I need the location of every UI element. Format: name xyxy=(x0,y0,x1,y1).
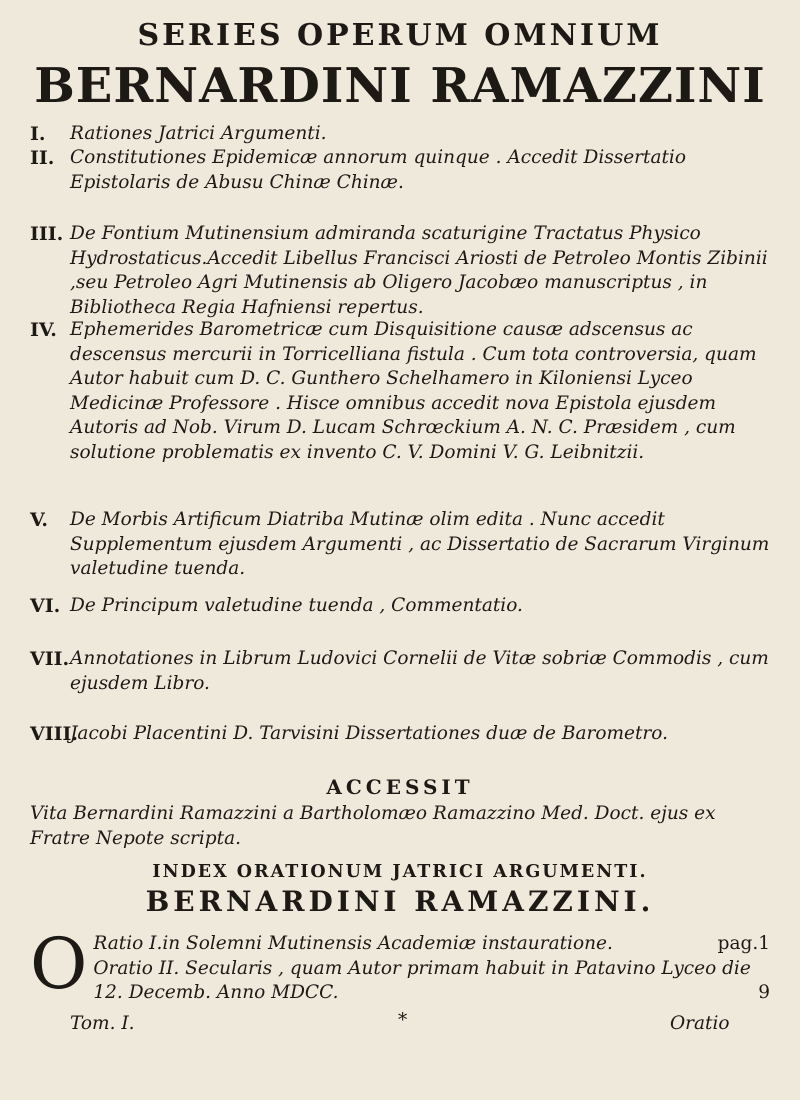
entry-text: Rationes Jatrici Argumenti. xyxy=(70,123,327,144)
entry-number: VI. xyxy=(30,595,61,617)
entry-4 xyxy=(30,318,770,465)
index-item-1 xyxy=(30,932,770,957)
entry-number: I. xyxy=(30,123,46,145)
drop-cap: O xyxy=(30,923,88,1005)
entry-5 xyxy=(30,508,770,582)
index-item-text: Ratio I.in Solemni Mutinensis Academiæ instauratione. xyxy=(93,933,613,954)
entry-number: V. xyxy=(30,509,49,531)
star-mark: * xyxy=(398,1010,408,1031)
entry-text: De Fontium Mutinensium admiranda scaturigine Tractatus Physico Hydrostaticus.Accedit Libellus Francisci Ariosti de Petroleo Montis Zibinii ,seu Petroleo Agri Mutinensis ab Oligero Jacobæo manuscriptus , in Bibliotheca Regia Hafniensi repertus. xyxy=(70,223,768,318)
entry-text: Constitutiones Epidemicæ annorum quinque . Accedit Dissertatio Epistolaris de Abusu Chinæ Chinæ. xyxy=(70,147,686,193)
index-item-2 xyxy=(30,957,770,1006)
entry-text: De Morbis Artificum Diatriba Mutinæ olim edita . Nunc accedit Supplementum ejusdem Argumenti , ac Dissertatio de Sacrarum Virginum valetudine tuenda. xyxy=(70,509,770,579)
entry-7 xyxy=(30,647,770,696)
entry-text: De Principum valetudine tuenda , Commentatio. xyxy=(70,595,523,616)
entry-number: II. xyxy=(30,147,55,169)
entry-8 xyxy=(30,722,770,747)
entry-2 xyxy=(30,146,770,195)
index-author: BERNARDINI RAMAZZINI. xyxy=(145,885,655,918)
catchword: Oratio xyxy=(670,1013,730,1034)
entry-6 xyxy=(30,594,770,619)
entry-number: IV. xyxy=(30,319,57,341)
entry-text: Ephemerides Barometricæ cum Disquisitione causæ adscensus ac descensus mercurii in Torricelliana fistula . Cum tota controversia, quam Autor habuit cum D. C. Gunthero Schelhamero in Kiloniensi Lyceo Medicinæ Professore . Hisce omnibus accedit nova Epistola ejusdem Autoris ad Nob. Virum D. Lucam Schrœckium A. N. C. Præsidem , cum solutione problematis ex invento C. V. Domini V. G. Leibnitzii. xyxy=(70,319,757,463)
entry-1 xyxy=(30,122,770,147)
author-title: BERNARDINI RAMAZZINI xyxy=(34,58,766,114)
vita-entry: Vita Bernardini Ramazzini a Bartholomæo Ramazzino Med. Doct. ejus ex Fratre Nepote scripta. xyxy=(30,803,716,849)
index-list xyxy=(30,923,770,1006)
accessit-heading: ACCESSIT xyxy=(326,775,474,799)
entry-number: III. xyxy=(30,223,64,245)
page-ref: pag.1 xyxy=(717,933,770,954)
entry-number: VIII. xyxy=(30,723,79,745)
index-title: INDEX ORATIONUM JATRICI ARGUMENTI. xyxy=(152,862,648,882)
index-item-text: Oratio II. Secularis , quam Autor primam habuit in Patavino Lyceo die 12. Decemb. Anno MDCC. xyxy=(93,957,751,1003)
series-title: SERIES OPERUM OMNIUM xyxy=(137,18,663,53)
entry-number: VII. xyxy=(30,648,70,670)
entry-text: Annotationes in Librum Ludovici Cornelii de Vitæ sobriæ Commodis , cum ejusdem Libro. xyxy=(70,648,769,694)
signature-mark: Tom. I. xyxy=(70,1013,135,1034)
entry-text: Jacobi Placentini D. Tarvisini Dissertationes duæ de Barometro. xyxy=(70,723,668,744)
entry-3 xyxy=(30,222,770,320)
page-ref: 9 xyxy=(758,981,770,1003)
